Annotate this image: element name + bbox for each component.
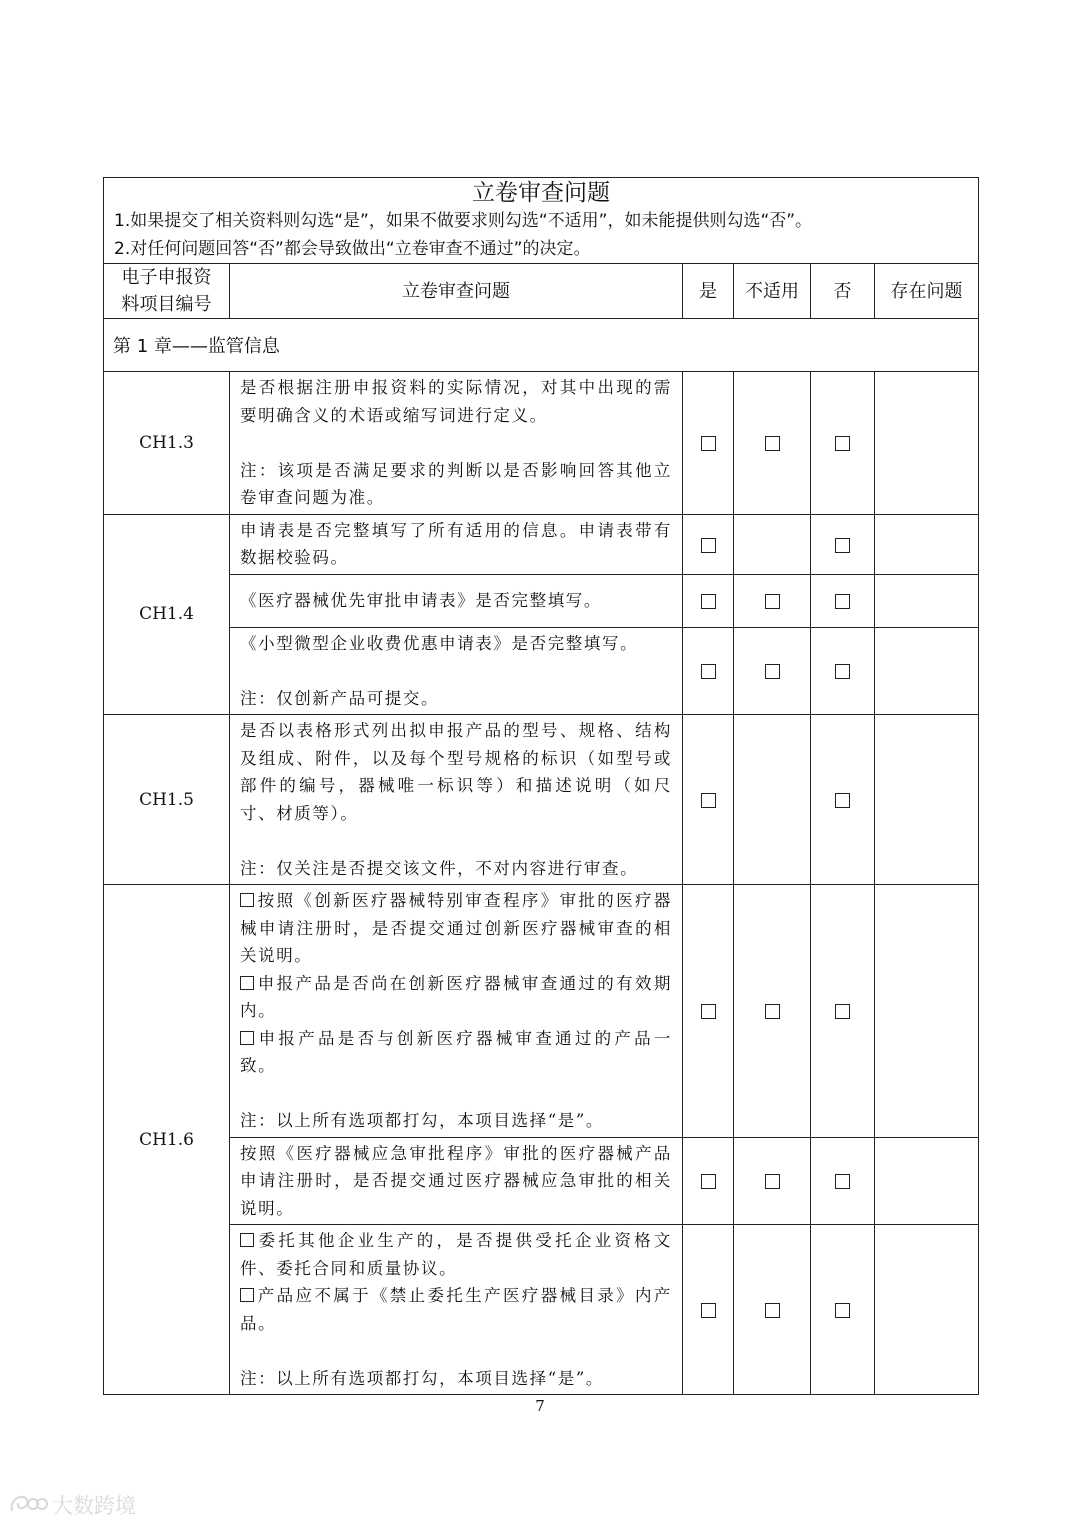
sub-item-text: 申报产品是否尚在创新医疗器械审查通过的有效期内。 bbox=[240, 973, 672, 1020]
no-checkbox[interactable] bbox=[835, 436, 850, 451]
watermark bbox=[8, 1490, 136, 1520]
item-code: CH1.3 bbox=[104, 372, 230, 515]
question-cell bbox=[230, 514, 683, 574]
sub-item-text: 产品应不属于《禁止委托生产医疗器械目录》内产品。 bbox=[240, 1286, 672, 1333]
question-cell bbox=[230, 372, 683, 515]
question-note: 注：以上所有选项都打勾，本项目选择“是”。 bbox=[240, 1111, 604, 1130]
issue-cell[interactable] bbox=[875, 715, 979, 885]
question-note: 注：以上所有选项都打勾，本项目选择“是”。 bbox=[240, 1368, 604, 1388]
no-checkbox[interactable] bbox=[835, 1303, 850, 1318]
column-header-na: 不适用 bbox=[734, 264, 811, 319]
no-checkbox[interactable] bbox=[835, 538, 850, 553]
yes-checkbox[interactable] bbox=[701, 1004, 716, 1019]
yes-checkbox[interactable] bbox=[701, 664, 716, 679]
na-checkbox[interactable] bbox=[765, 1174, 780, 1189]
watermark-logo-icon bbox=[8, 1493, 48, 1520]
table-row bbox=[104, 372, 979, 515]
table-row bbox=[104, 514, 979, 574]
sub-item-text: 委托其他企业生产的，是否提供受托企业资格文件、委托合同和质量协议。 bbox=[240, 1231, 672, 1278]
question-text: 按照《医疗器械应急审批程序》审批的医疗器械产品申请注册时，是否提交通过医疗器械应急审批的相关说明。 bbox=[240, 1143, 672, 1218]
sub-checkbox[interactable] bbox=[240, 1233, 254, 1247]
yes-checkbox[interactable] bbox=[701, 538, 716, 553]
column-header-row bbox=[104, 264, 979, 319]
na-checkbox[interactable] bbox=[765, 436, 780, 451]
table-row bbox=[104, 715, 979, 885]
yes-checkbox[interactable] bbox=[701, 436, 716, 451]
question-cell bbox=[230, 574, 683, 627]
sub-item-text: 按照《创新医疗器械特别审查程序》审批的医疗器械申请注册时，是否提交通过创新医疗器械审查的相关说明。 bbox=[240, 891, 672, 965]
no-checkbox[interactable] bbox=[835, 664, 850, 679]
question-note: 注：仅关注是否提交该文件，不对内容进行审查。 bbox=[240, 858, 639, 878]
yes-checkbox[interactable] bbox=[701, 793, 716, 808]
na-empty-cell bbox=[734, 715, 811, 885]
no-checkbox[interactable] bbox=[835, 1174, 850, 1189]
issue-cell[interactable] bbox=[875, 1225, 979, 1395]
question-text: 《小型微型企业收费优惠申请表》是否完整填写。 bbox=[240, 633, 639, 653]
issue-cell[interactable] bbox=[875, 372, 979, 515]
na-checkbox[interactable] bbox=[765, 664, 780, 679]
table-row bbox=[104, 1225, 979, 1395]
table-row bbox=[104, 885, 979, 1138]
review-table bbox=[103, 177, 979, 1395]
issue-cell[interactable] bbox=[875, 885, 979, 1138]
page-title: 立卷审查问题 bbox=[472, 180, 610, 206]
question-cell bbox=[230, 627, 683, 715]
sub-checkbox[interactable] bbox=[240, 1031, 254, 1045]
question-cell bbox=[230, 1137, 683, 1225]
chapter-heading: 第 1 章——监管信息 bbox=[104, 319, 979, 372]
table-row bbox=[104, 574, 979, 627]
watermark-text: 大数跨境 bbox=[52, 1494, 136, 1518]
column-header-issue: 存在问题 bbox=[875, 264, 979, 319]
item-code: CH1.6 bbox=[104, 885, 230, 1395]
item-code: CH1.5 bbox=[104, 715, 230, 885]
sub-checkbox[interactable] bbox=[240, 976, 254, 990]
na-checkbox[interactable] bbox=[765, 594, 780, 609]
column-header-code: 电子申报资料项目编号 bbox=[104, 264, 230, 319]
column-header-yes: 是 bbox=[683, 264, 734, 319]
table-row bbox=[104, 1137, 979, 1225]
item-code: CH1.4 bbox=[104, 514, 230, 715]
question-cell bbox=[230, 715, 683, 885]
issue-cell[interactable] bbox=[875, 627, 979, 715]
question-note: 注：仅创新产品可提交。 bbox=[240, 688, 440, 708]
instruction-2: 2.对任何问题回答“否”都会导致做出“立卷审查不通过”的决定。 bbox=[114, 239, 591, 259]
no-checkbox[interactable] bbox=[835, 793, 850, 808]
no-checkbox[interactable] bbox=[835, 1004, 850, 1019]
sub-checkbox[interactable] bbox=[240, 893, 254, 907]
question-cell bbox=[230, 1225, 683, 1395]
issue-cell[interactable] bbox=[875, 574, 979, 627]
question-text: 申请表是否完整填写了所有适用的信息。申请表带有数据校验码。 bbox=[240, 520, 672, 567]
question-note: 注：该项是否满足要求的判断以是否影响回答其他立卷审查问题为准。 bbox=[240, 460, 672, 507]
na-empty-cell bbox=[734, 514, 811, 574]
table-title-cell bbox=[104, 178, 979, 264]
instruction-1: 1.如果提交了相关资料则勾选“是”，如果不做要求则勾选“不适用”，如未能提供则勾选“否”。 bbox=[114, 211, 813, 231]
no-checkbox[interactable] bbox=[835, 594, 850, 609]
table-row bbox=[104, 627, 979, 715]
yes-checkbox[interactable] bbox=[701, 1303, 716, 1318]
sub-item-text: 申报产品是否与创新医疗器械审查通过的产品一致。 bbox=[240, 1028, 672, 1075]
page-number: 7 bbox=[535, 1397, 545, 1415]
issue-cell[interactable] bbox=[875, 1137, 979, 1225]
sub-checkbox[interactable] bbox=[240, 1288, 254, 1302]
na-checkbox[interactable] bbox=[765, 1004, 780, 1019]
column-header-no: 否 bbox=[811, 264, 875, 319]
issue-cell[interactable] bbox=[875, 514, 979, 574]
question-text: 是否以表格形式列出拟申报产品的型号、规格、结构及组成、附件，以及每个型号规格的标识（如型号或部件的编号，器械唯一标识等）和描述说明（如尺寸、材质等）。 bbox=[240, 721, 672, 823]
question-text: 是否根据注册申报资料的实际情况，对其中出现的需要明确含义的术语或缩写词进行定义。 bbox=[240, 378, 672, 425]
question-text: 《医疗器械优先审批申请表》是否完整填写。 bbox=[240, 590, 602, 610]
na-checkbox[interactable] bbox=[765, 1303, 780, 1318]
yes-checkbox[interactable] bbox=[701, 1174, 716, 1189]
yes-checkbox[interactable] bbox=[701, 594, 716, 609]
question-cell bbox=[230, 885, 683, 1138]
column-header-question: 立卷审查问题 bbox=[230, 264, 683, 319]
